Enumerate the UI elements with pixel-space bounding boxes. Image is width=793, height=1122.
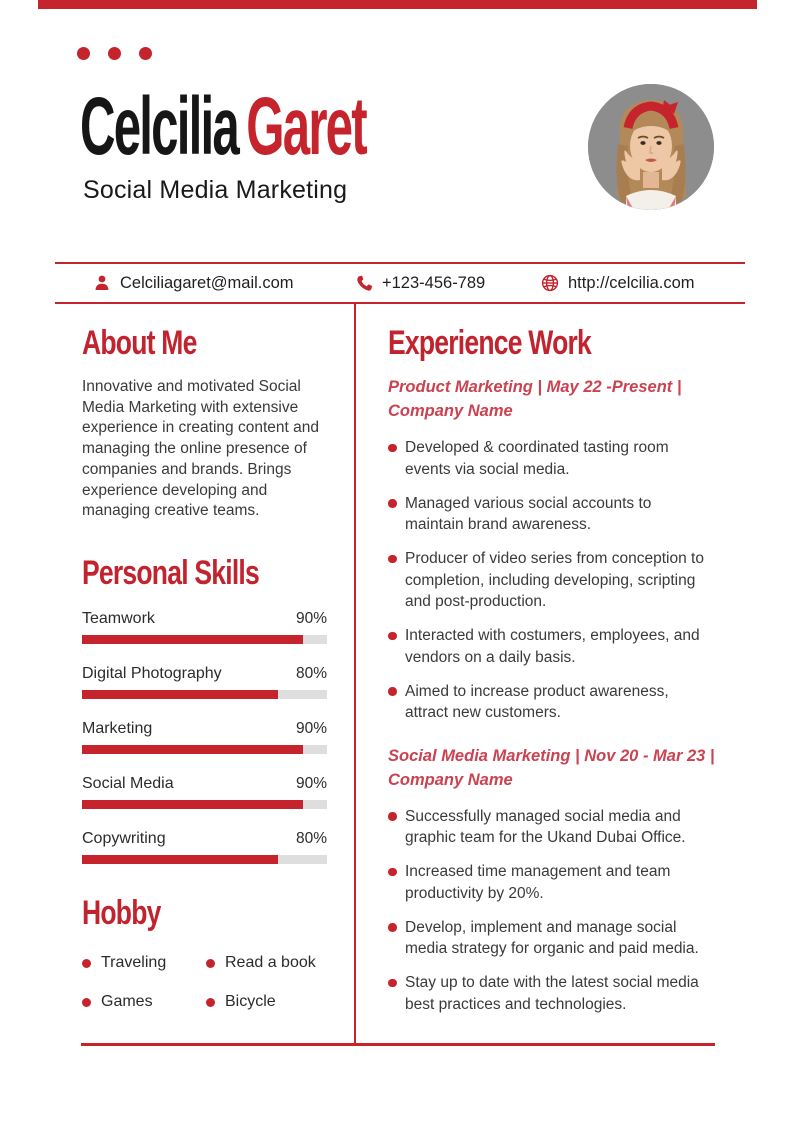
skill-bar-fill — [82, 745, 303, 754]
skill-bar-fill — [82, 635, 303, 644]
experience-bullet — [388, 681, 708, 724]
section-about-me — [82, 326, 336, 522]
experience-bullet — [388, 548, 708, 613]
section-personal-skills — [82, 556, 327, 885]
skill-label: Teamwork — [82, 610, 155, 627]
bullet-icon — [388, 868, 397, 877]
email-text: Celciliagaret@mail.com — [120, 273, 294, 292]
person-icon — [93, 274, 111, 292]
contact-email — [93, 264, 294, 302]
bullet-icon — [388, 555, 397, 564]
experience-bullet — [388, 806, 708, 849]
skill-bar-track — [82, 855, 327, 864]
hobby-label: Traveling — [101, 954, 167, 971]
dot-icon — [108, 47, 121, 60]
personal-skills-title: Personal Skills — [82, 554, 259, 592]
name-first: Celcilia — [80, 81, 238, 172]
column-divider — [354, 302, 356, 1044]
bullet-icon — [388, 499, 397, 508]
phone-icon — [356, 275, 373, 292]
hobby-item — [206, 954, 344, 972]
globe-icon — [541, 274, 559, 292]
experience-bullet — [388, 917, 708, 960]
hobby-item — [82, 993, 206, 1011]
skill-bar-fill — [82, 800, 303, 809]
page-title — [80, 81, 366, 172]
top-accent-bar — [38, 0, 757, 9]
decorative-dots — [77, 47, 152, 60]
skill-row — [82, 665, 327, 699]
skill-bar-fill — [82, 855, 278, 864]
bullet-text: Developed & coordinated tasting room events via social media. — [405, 439, 669, 478]
experience-bullet — [388, 625, 708, 668]
hobby-title: Hobby — [82, 894, 161, 932]
section-experience-work — [388, 326, 718, 1028]
job-heading: Product Marketing | May 22 -Present | Company Name — [388, 378, 682, 420]
bullet-text: Aimed to increase product awareness, attract new customers. — [405, 682, 669, 721]
skill-percent: 80% — [295, 665, 327, 682]
skill-label: Copywriting — [82, 830, 166, 847]
name-last: Garet — [246, 81, 366, 172]
profile-photo — [588, 84, 714, 210]
skill-bar-track — [82, 745, 327, 754]
skill-row — [82, 610, 327, 644]
bullet-text: Successfully managed social media and graphic team for the Ukand Dubai Office. — [405, 807, 686, 846]
job-bullet-list — [388, 437, 708, 724]
skill-label: Digital Photography — [82, 665, 222, 682]
about-me-text: Innovative and motivated Social Media Marketing with extensive experience in creating content and managing the online presence of companies and brands. Brings experience developing and managing creative teams. — [82, 378, 319, 520]
experience-work-title: Experience Work — [388, 324, 592, 362]
skill-percent: 90% — [295, 775, 327, 792]
bullet-icon — [388, 812, 397, 821]
job-title: Social Media Marketing — [83, 176, 348, 204]
section-hobby — [82, 896, 344, 1011]
skill-row — [82, 775, 327, 809]
bullet-text: Interacted with costumers, employees, and vendors on a daily basis. — [405, 627, 700, 666]
bullet-icon — [388, 923, 397, 932]
bullet-icon — [388, 687, 397, 696]
skill-percent: 90% — [295, 720, 327, 737]
bullet-icon — [388, 632, 397, 641]
contact-website — [541, 264, 695, 302]
bullet-icon — [82, 998, 91, 1007]
skill-bar-track — [82, 690, 327, 699]
bullet-text: Develop, implement and manage social media strategy for organic and paid media. — [405, 918, 699, 957]
skill-bar-track — [82, 800, 327, 809]
hobby-label: Bicycle — [225, 993, 276, 1010]
dot-icon — [139, 47, 152, 60]
skill-row — [82, 830, 327, 864]
contact-phone — [356, 264, 485, 302]
bullet-text: Increased time management and team productivity by 20%. — [405, 863, 671, 902]
hobby-item — [206, 993, 344, 1011]
experience-bullet — [388, 437, 708, 480]
skill-percent: 90% — [295, 610, 327, 627]
bullet-text: Producer of video series from conception to completion, including developing, scripting and post-production. — [405, 550, 704, 610]
hobby-label: Read a book — [225, 954, 316, 971]
skill-bar-track — [82, 635, 327, 644]
bullet-icon — [206, 998, 215, 1007]
bottom-divider — [81, 1043, 715, 1046]
skill-label: Marketing — [82, 720, 153, 737]
bullet-icon — [206, 959, 215, 968]
experience-bullet — [388, 972, 708, 1015]
bullet-text: Stay up to date with the latest social media best practices and technologies. — [405, 974, 699, 1013]
skill-row — [82, 720, 327, 754]
hobby-list — [82, 954, 344, 1011]
skill-label: Social Media — [82, 775, 174, 792]
skill-percent: 80% — [295, 830, 327, 847]
experience-bullet — [388, 861, 708, 904]
dot-icon — [77, 47, 90, 60]
bullet-icon — [388, 979, 397, 988]
portrait-illustration — [588, 84, 714, 210]
hobby-item — [82, 954, 206, 972]
bullet-icon — [82, 959, 91, 968]
bullet-text: Managed various social accounts to maintain brand awareness. — [405, 494, 652, 533]
website-text: http://celcilia.com — [568, 273, 695, 292]
job-heading: Social Media Marketing | Nov 20 - Mar 23 | Company Name — [388, 746, 715, 789]
about-me-title: About Me — [82, 324, 197, 362]
phone-text: +123-456-789 — [382, 273, 486, 292]
job-bullet-list — [388, 806, 708, 1016]
bullet-icon — [388, 444, 397, 453]
skill-list — [82, 610, 327, 864]
experience-bullet — [388, 493, 708, 536]
contact-bar — [55, 262, 745, 304]
skill-bar-fill — [82, 690, 278, 699]
hobby-label: Games — [101, 993, 153, 1010]
